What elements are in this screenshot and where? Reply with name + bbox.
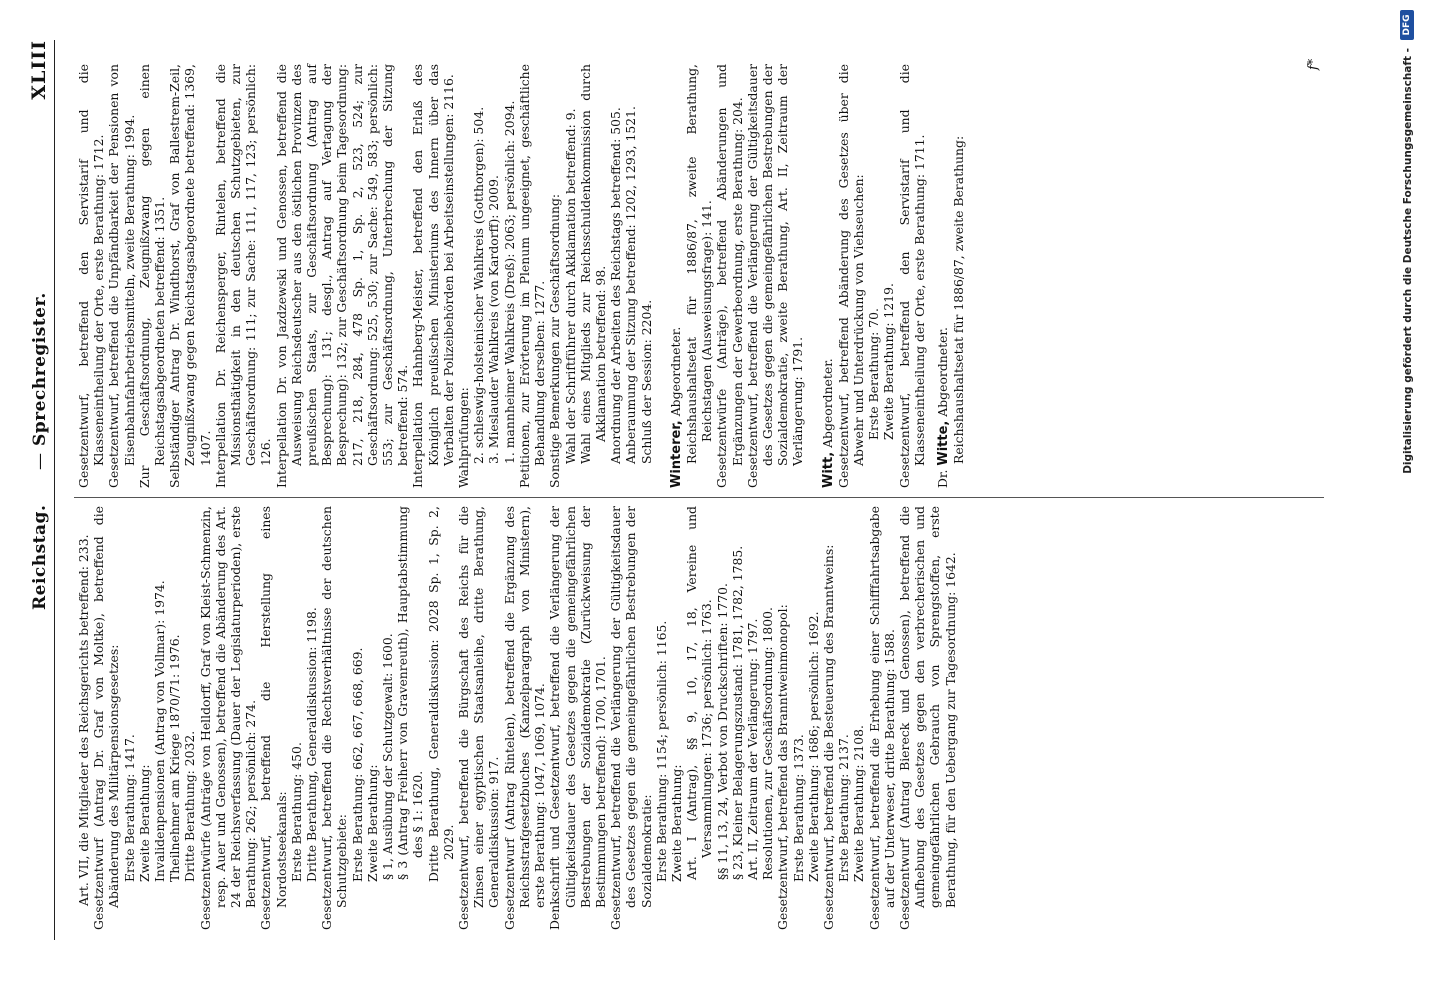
entry-text: Art. I (Antrag), §§ 9, 10, 17, 18, Vereine und Versammlungen: 1736; persönlich: 1763. [684,506,715,880]
index-entry [608,506,654,930]
index-entry [547,506,608,930]
entry-text: Gesetzentwürfe (Anträge von Helldorff, Graf von Kleist-Schmenzin, resp. Auer und Genossen), betreffend die Abänderung des Art. 24 der Reichsverfassung (Dauer der Legislaturperioden), erste Berathung: 262; persönlich: 274. [197,506,259,930]
entry-text: 2. schleswig-holsteinischer Wahlkreis (Gotthorgen): 504. [471,106,487,464]
entry-text: Erste Berathung: 2137. [836,734,852,882]
entry-text: Gesetzentwurf, betreffend die Besteuerung des Branntweins: [820,544,836,930]
entry-text: Erste Berathung: 662, 667, 668, 669. [349,647,365,882]
index-entry [289,506,304,930]
entry-text: Gesetzentwurf, betreffend Abänderung des Gesetzes über die Abwehr und Unterdrückung von Viehseuchen: [835,64,866,488]
index-entry [365,506,380,930]
index-entry [350,506,365,930]
entry-text: §§ 11, 13, 24, Verbot von Druckschriften: 1770. [714,583,730,880]
entry-text: Gesetzentwurf, betreffend die Unpfändbarkeit der Pensionen von Eisenbahnfahrbetriebsmitteln, zweite Berathung: 1994. [106,64,137,488]
entry-text: Selbständiger Antrag Dr. Windthorst, Graf von Ballestrem-Zeil, Zeugnißzwang gegen Reichstagsabgeordnete betreffend: 1369, 1407. [167,64,213,488]
entry-text: Gesetzentwurf (Antrag Dr. Graf von Moltke), betreffend die Abänderung des Militärpensionsgesetzes: [91,506,122,930]
index-entry [745,506,760,930]
index-entry [775,506,790,930]
index-entry [471,64,486,488]
index-entry [182,506,197,930]
entry-text: Resolutionen, zur Geschäftsordnung: 1800. [760,607,776,880]
index-entry [517,64,547,488]
entry-text: Zweite Berathung: 1686; persönlich: 1692. [805,611,821,882]
index-entry [76,506,91,930]
index-entry [951,64,966,488]
entry-text: Reichshaushaltsetat für 1886/87, zweite Berathung, Reichstagen (Ausweisungsfrage): 141. [683,64,715,464]
speaker-name: Winterer, [668,420,684,488]
index-entry [274,64,411,488]
entry-text: Anberaumung der Sitzung betreffend: 1202, 1293, 1521. [623,106,639,464]
index-entry [715,506,730,930]
index-entry [684,64,714,488]
index-entry [167,506,182,930]
index-entry [137,64,167,488]
header-left: Reichstag. [30,504,50,610]
entry-text: Gesetzentwurf, betreffend die Rechtsverhältnisse der deutschen Schutzgebiete: [319,506,350,930]
entry-text: Abgeordneter. [667,326,683,421]
index-entry [821,506,836,930]
index-entry [395,506,425,930]
entry-text: Gesetzentwurf, betreffend die Erhebung einer Schifffahrtsabgabe auf der Unterweser, dritte Berathung: 1588. [866,506,897,930]
entry-text: Gesetzentwurf (Antrag Biereck und Genossen), betreffend die Aufhebung des Gesetzes gegen den verbrecherischen und gemeingefährlichen Gebrauch von Sprengstoffen, erste Berathung, für den Uebergang zur Tagesordnung: 1642. [896,506,958,930]
entry-text: 1. mannheimer Wahlkreis (Dreß): 2063; persönlich: 2094. [501,100,517,464]
index-entry [152,506,167,930]
index-entry [608,64,623,488]
index-entry [578,64,608,488]
index-entry [669,506,684,930]
column-divider [74,497,1324,498]
entry-text: Wahl der Schriftführer durch Akklamation betreffend: 9. [562,108,578,464]
index-entry [897,64,927,488]
entry-text: Gesetzentwurf, betreffend den Servistarif und die Klasseneintheilung der Orte, erste Berathung: 1712. [76,64,107,488]
header-dash: — [30,453,50,470]
entry-text: Abgeordneter. [934,327,950,421]
entry-text: Erste Berathung: 1417. [121,734,137,882]
index-entry [502,506,548,930]
index-entry [213,64,274,488]
right-column [76,64,966,488]
entry-text: Gesetzentwürfe (Anträge), betreffend Abänderungen und Ergänzungen der Gewerbeordnung, erste Berathung: 204. [714,64,745,488]
entry-text: Petitionen, zur Erörterung im Plenum ungeeignet, geschäftliche Behandlung derselben: 1277. [516,64,548,488]
entry-text: Wahl eines Mitglieds zur Reichsschuldenkommission durch Akklamation betreffend: 98. [577,64,608,464]
entry-text: Gesetzentwurf (Antrag Rintelen), betreffend die Ergänzung des Reichsstrafgesetzbuches (Kanzelparagraph von Ministern), erste Berathung: 1047, 1069, 1074. [501,506,548,930]
index-entry [897,506,958,930]
entry-text: Invalidenpensionen (Antrag von Vollmar): 1974. [152,580,168,882]
index-entry [106,64,136,488]
index-entry [654,506,669,930]
entry-text: Gesetzentwurf, betreffend den Servistarif und die Klasseneintheilung der Orte, erste Berathung: 1711. [896,64,927,488]
entry-prefix: Dr. [934,465,950,488]
index-entry [760,506,775,930]
header-center: Sprechregister. [30,292,50,446]
index-entry [881,64,896,488]
left-column [76,506,958,930]
index-entry [456,506,502,930]
index-entry [167,64,213,488]
dfg-logo: DFG [1400,10,1414,40]
entry-text: Interpellation Hahnberg-Meister, betreffend den Erlaß des Königlich preußischen Ministeriums des Innern über das Verbalten der Polizeibehörden bei Arbeitseinstellungen: 2116. [410,64,456,488]
page-number: XLIII [28,40,50,100]
spacer [806,64,820,488]
index-entry [91,506,121,930]
spacer [654,64,668,488]
entry-text: Reichshaushaltsetat für 1886/87, zweite Berathung: [951,135,967,464]
index-entry [745,64,806,488]
entry-text: Erste Berathung: 450. [288,742,304,882]
speaker-name: Witte, [935,420,951,466]
index-entry [714,64,744,488]
index-entry [502,64,517,488]
entry-text: Art. VII, die Mitglieder des Reichsgerichts betreffend: 233. [76,534,91,906]
signature-mark: f* [1306,58,1321,70]
index-entry [258,506,288,930]
entry-text: Erste Berathung: 1373. [790,734,806,882]
entry-text: Zweite Berathung: 2108. [851,725,867,882]
index-entry [684,506,714,930]
index-entry [563,64,578,488]
entry-text: Anordnung der Arbeiten des Reichstags betreffend: 505. [608,107,624,464]
index-entry [486,64,501,488]
entry-text: § 1, Ausübung der Schutzgewalt: 1600. [380,633,396,880]
entry-text: Gesetzentwurf, betreffend das Branntweinmonopol: [775,604,791,930]
index-entry [806,506,821,930]
entry-text: Zweite Berathung: 1219. [881,283,897,440]
index-entry [836,506,851,930]
index-entry [836,64,866,488]
entry-text: § 3 (Antrag Freiherr von Gravenreuth), Hauptabstimmung des § 1: 1620. [395,506,426,880]
entry-text: Zur Geschäftsordnung, Zeugnißzwang gegen einen Reichstagsabgeordneten betreffend: 1351. [136,64,168,488]
entry-text: Gesetzentwurf, betreffend die Verlängerung der Gültigkeitsdauer des Gesetzes gegen die gemeingefährlichen Bestrebungen der Sozialdemokratie, zweite Berathung, Art. II, Zeitraum der Verlängerung: 1791. [744,64,806,488]
entry-text: Sonstige Bemerkungen zur Geschäftsordnung: [547,193,563,488]
index-entry [935,64,951,488]
entry-text: Interpellation Dr. Reichensperger, Rintelen, betreffend die Missionsthätigkeit in den deutschen Schutzgebieten, zur Geschäftsordnung: 111; zur Sache: 111, 117, 123; persönlich: 126. [212,64,274,488]
entry-text: Schluß der Session: 2204. [638,299,654,464]
entry-text: § 23, Kleiner Belagerungszustand: 1781, 1782, 1785. [729,545,745,880]
index-entry [668,64,684,488]
header-rule [54,40,55,940]
index-entry [76,64,106,488]
entry-text: Zweite Berathung: [668,764,684,882]
page-header [24,40,64,940]
index-entry [198,506,259,930]
index-entry [820,64,836,488]
entry-text: 3. Mieslauder Wahlkreis (von Kardorff): 2009. [486,175,502,464]
entry-text: Gesetzentwurf, betreffend die Herstellung eines Nordostseekanals: [258,506,289,930]
entry-text: Art. II, Zeitraum der Verlängerung: 1797. [744,618,760,880]
index-entry [380,506,395,930]
index-entry [137,506,152,930]
entry-text: Zweite Berathung: [364,764,380,882]
index-entry [851,506,866,930]
index-entry [410,64,456,488]
entry-text: Dritte Berathung: 2032. [182,730,198,882]
entry-text: Dritte Berathung, Generaldiskussion: 2028 Sp. 1, Sp. 2, 2029. [425,506,456,882]
entry-text: Interpellation Dr. von Jazdzewski und Genossen, betreffend die Ausweisung Reichsdeutscher aus den östlichen Provinzen des preußischen Staats, zur Geschäftsordnung (Antrag auf Besprechung): 131; desgl., Antrag auf Vertagung der Besprechung): 132; zur Geschäftsordnung beim Tagesordnung: 217, 218, 284, 478 Sp. 1, Sp. 2, 523, 524; zur Geschäftsordnung: 525, 530; zur Sache: 549, 583; persönlich: 553; zur Geschäftsordnung, Unterbrechung der Sitzung betreffend: 574. [273,64,411,488]
footer [1398,0,1424,1000]
index-entry [304,506,319,930]
index-entry [426,506,456,930]
entry-text: Dritte Berathung, Generaldiskussion: 1198. [304,607,320,882]
speaker-name: Witt, [820,451,836,488]
index-entry [639,64,654,488]
index-entry [319,506,349,930]
entry-text: Gesetzentwurf, betreffend die Verlängerung der Gültigkeitsdauer des Gesetzes gegen die gemeingefährlichen Bestrebungen der Sozialdemokratie: [608,506,654,930]
index-entry [867,506,897,930]
spacer [927,64,935,488]
entry-text: Zweite Berathung: [136,764,152,882]
entry-text: Theilnehmer am Kriege 1870/71: 1976. [167,634,183,882]
entry-text: Denkschrift und Gesetzentwurf, betreffend die Verlängerung der Gültigkeitsdauer des Gesetzes gegen die gemeingefährlichen Bestrebungen der Sozialdemokratie (Zurückweisung der Bestimmungen betreffend): 1700, 1701. [547,506,608,930]
index-entry [122,506,137,930]
entry-text: Erste Berathung: 1154; persönlich: 1165. [653,620,669,882]
index-entry [547,64,562,488]
index-entry [623,64,638,488]
entry-text: Gesetzentwurf, betreffend die Bürgschaft des Reichs für die Zinsen einer egyptischen Staatsanleihe, dritte Berathung, Generaldiskussion: 917. [456,506,502,930]
footer-credit: Digitalisierung gefördert durch die Deutsche Forschungsgemeinschaft - [1402,48,1414,474]
index-entry [866,64,881,488]
index-entry [456,64,471,488]
index-entry [791,506,806,930]
entry-text: Wahlprüfungen: [456,387,472,488]
index-entry [730,506,745,930]
entry-text: Abgeordneter. [819,358,835,452]
entry-text: Erste Berathung: 70. [866,308,882,440]
